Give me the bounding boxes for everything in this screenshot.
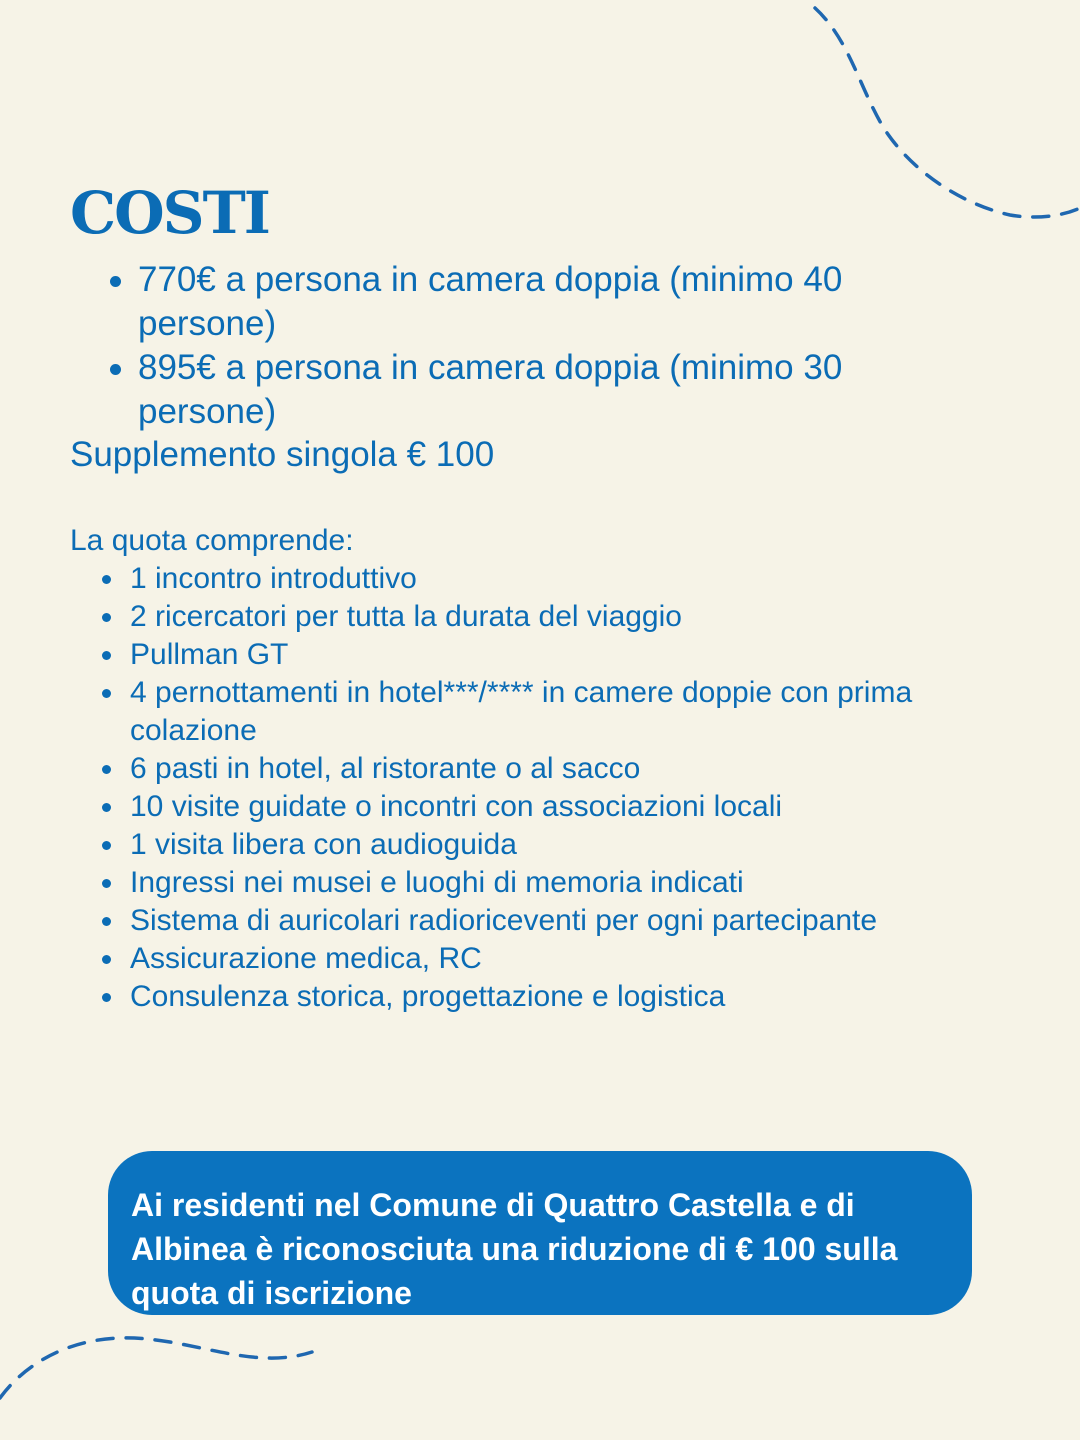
includes-item: 10 visite guidate o incontri con associazioni locali [70,788,1010,826]
resident-discount-callout [108,1151,972,1315]
single-supplement: Supplemento singola € 100 [70,435,495,474]
includes-item: 2 ricercatori per tutta la durata del viaggio [70,598,1010,636]
includes-item: 6 pasti in hotel, al ristorante o al sacco [70,750,1010,788]
includes-item: Pullman GT [70,636,1010,674]
dashed-curve-top-right [815,8,1080,217]
includes-item: 4 pernottamenti in hotel***/**** in camere doppie con prima colazione [70,674,1010,750]
page-title: COSTI [70,179,269,247]
includes-item: Sistema di auricolari radioriceventi per ogni partecipante [70,902,1010,940]
includes-list [70,560,1010,1016]
includes-item: Ingressi nei musei e luoghi di memoria indicati [70,864,1010,902]
includes-item: 1 visita libera con audioguida [70,826,1010,864]
includes-item: Consulenza storica, progettazione e logistica [70,978,1010,1016]
includes-heading: La quota comprende: [70,524,354,557]
dashed-curve-bottom-left [0,1338,312,1398]
price-list [70,258,970,434]
includes-item: Assicurazione medica, RC [70,940,1010,978]
includes-item: 1 incontro introduttivo [70,560,1010,598]
callout-text: Ai residenti nel Comune di Quattro Castella e di Albinea è riconosciuta una riduzione di € 100 sulla quota di iscrizione [131,1187,898,1311]
price-item: 895€ a persona in camera doppia (minimo 30 persone) [70,346,970,434]
price-item: 770€ a persona in camera doppia (minimo 40 persone) [70,258,970,346]
